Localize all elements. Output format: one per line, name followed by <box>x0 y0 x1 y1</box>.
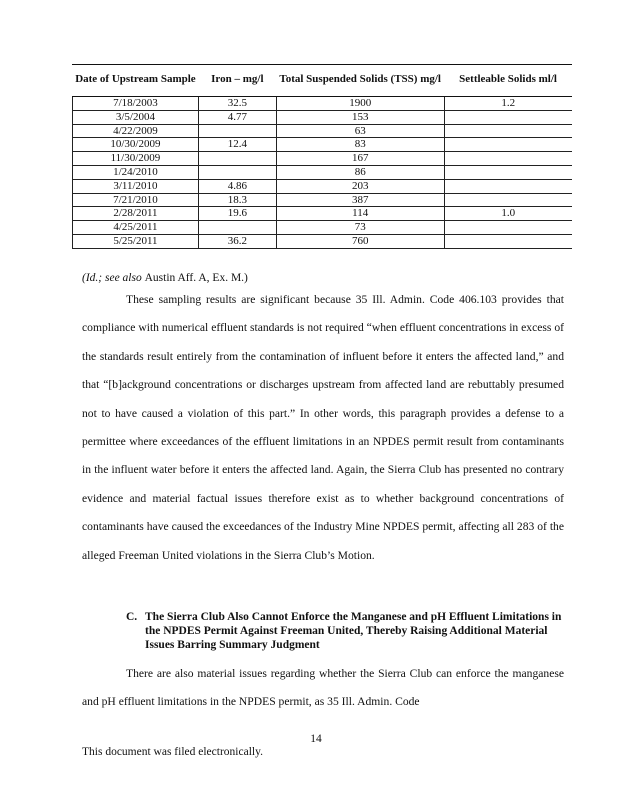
date-cell: 3/11/2010 <box>73 179 199 193</box>
date-cell: 7/18/2003 <box>73 97 199 111</box>
settleable-cell <box>444 179 572 193</box>
date-cell: 3/5/2004 <box>73 110 199 124</box>
tss-cell: 203 <box>276 179 444 193</box>
page-number: 14 <box>310 733 322 745</box>
date-cell: 7/21/2010 <box>73 193 199 207</box>
tss-cell: 63 <box>276 124 444 138</box>
settleable-cell <box>444 138 572 152</box>
table-row <box>73 179 573 193</box>
settleable-cell <box>444 124 572 138</box>
settleable-cell <box>444 165 572 179</box>
body-paragraph-1 <box>82 286 564 570</box>
section-heading-text: The Sierra Club Also Cannot Enforce the Manganese and pH Effluent Limitations in the NPDES Permit Against Freeman United, Thereby Raising Additional Material Issues Barring Summary Judgment <box>145 611 562 651</box>
citation-italic: (Id.; see also <box>82 272 142 284</box>
paragraph-text: There are also material issues regarding whether the Sierra Club can enforce the manganese and pH effluent limitations in the NPDES permit, as 35 Ill. Admin. Code <box>82 667 564 709</box>
citation-source: Austin Aff. A, Ex. M.) <box>144 272 248 284</box>
table-row <box>73 110 573 124</box>
section-heading-c <box>126 610 566 652</box>
tss-cell: 86 <box>276 165 444 179</box>
settleable-cell <box>444 221 572 235</box>
tss-cell: 73 <box>276 221 444 235</box>
iron-cell: 12.4 <box>198 138 276 152</box>
tss-cell: 153 <box>276 110 444 124</box>
settleable-cell: 1.2 <box>444 97 572 111</box>
settleable-cell <box>444 234 572 248</box>
settleable-cell <box>444 193 572 207</box>
iron-cell: 18.3 <box>198 193 276 207</box>
date-cell: 4/25/2011 <box>73 221 199 235</box>
date-cell: 4/22/2009 <box>73 124 199 138</box>
iron-cell <box>198 165 276 179</box>
date-cell: 2/28/2011 <box>73 207 199 221</box>
table-row <box>73 207 573 221</box>
date-cell: 11/30/2009 <box>73 152 199 166</box>
date-cell: 10/30/2009 <box>73 138 199 152</box>
table-row <box>73 152 573 166</box>
upstream-sample-table <box>72 64 572 249</box>
table-row <box>73 193 573 207</box>
settleable-cell: 1.0 <box>444 207 572 221</box>
table-row <box>73 124 573 138</box>
iron-cell <box>198 124 276 138</box>
body-paragraph-2 <box>82 660 564 717</box>
header-date: Date of Upstream Sample <box>73 64 199 97</box>
date-cell: 5/25/2011 <box>73 234 199 248</box>
tss-cell: 1900 <box>276 97 444 111</box>
tss-cell: 114 <box>276 207 444 221</box>
settleable-cell <box>444 110 572 124</box>
iron-cell: 32.5 <box>198 97 276 111</box>
tss-cell: 167 <box>276 152 444 166</box>
iron-cell: 4.77 <box>198 110 276 124</box>
table-row <box>73 165 573 179</box>
header-settleable: Settleable Solids ml/l <box>444 64 572 97</box>
table-row <box>73 221 573 235</box>
table-row <box>73 234 573 248</box>
paragraph-text: These sampling results are significant because 35 Ill. Admin. Code 406.103 provides that compliance with numerical effluent standards is not required “when effluent concentrations in excess of the standards result entirely from the contamination of influent before it enters the affected land,” and that “[b]ackground concentrations or discharges upstream from affected land are rebuttably presumed not to have caused a violation of this part.” In other words, this paragraph provides a defense to a permittee where exceedances of the effluent limitations in an NPDES permit result from contaminants in the influent water before it enters the affected land. Again, the Sierra Club has presented no contrary evidence and material factual issues therefore exist as to whether background concentrations of contaminants have caused the exceedances of the Industry Mine NPDES permit, affecting all 283 of the alleged Freeman United violations in the Sierra Club’s Motion. <box>82 293 564 562</box>
header-iron: Iron – mg/l <box>198 64 276 97</box>
citation <box>82 272 248 284</box>
table-row <box>73 138 573 152</box>
section-letter: C. <box>126 611 138 623</box>
tss-cell: 387 <box>276 193 444 207</box>
iron-cell <box>198 221 276 235</box>
tss-cell: 83 <box>276 138 444 152</box>
date-cell: 1/24/2010 <box>73 165 199 179</box>
table-row <box>73 97 573 111</box>
table-header-row <box>73 64 573 97</box>
iron-cell: 36.2 <box>198 234 276 248</box>
iron-cell <box>198 152 276 166</box>
iron-cell: 19.6 <box>198 207 276 221</box>
settleable-cell <box>444 152 572 166</box>
tss-cell: 760 <box>276 234 444 248</box>
iron-cell: 4.86 <box>198 179 276 193</box>
header-tss: Total Suspended Solids (TSS) mg/l <box>276 64 444 97</box>
filing-footer: This document was filed electronically. <box>82 746 263 758</box>
